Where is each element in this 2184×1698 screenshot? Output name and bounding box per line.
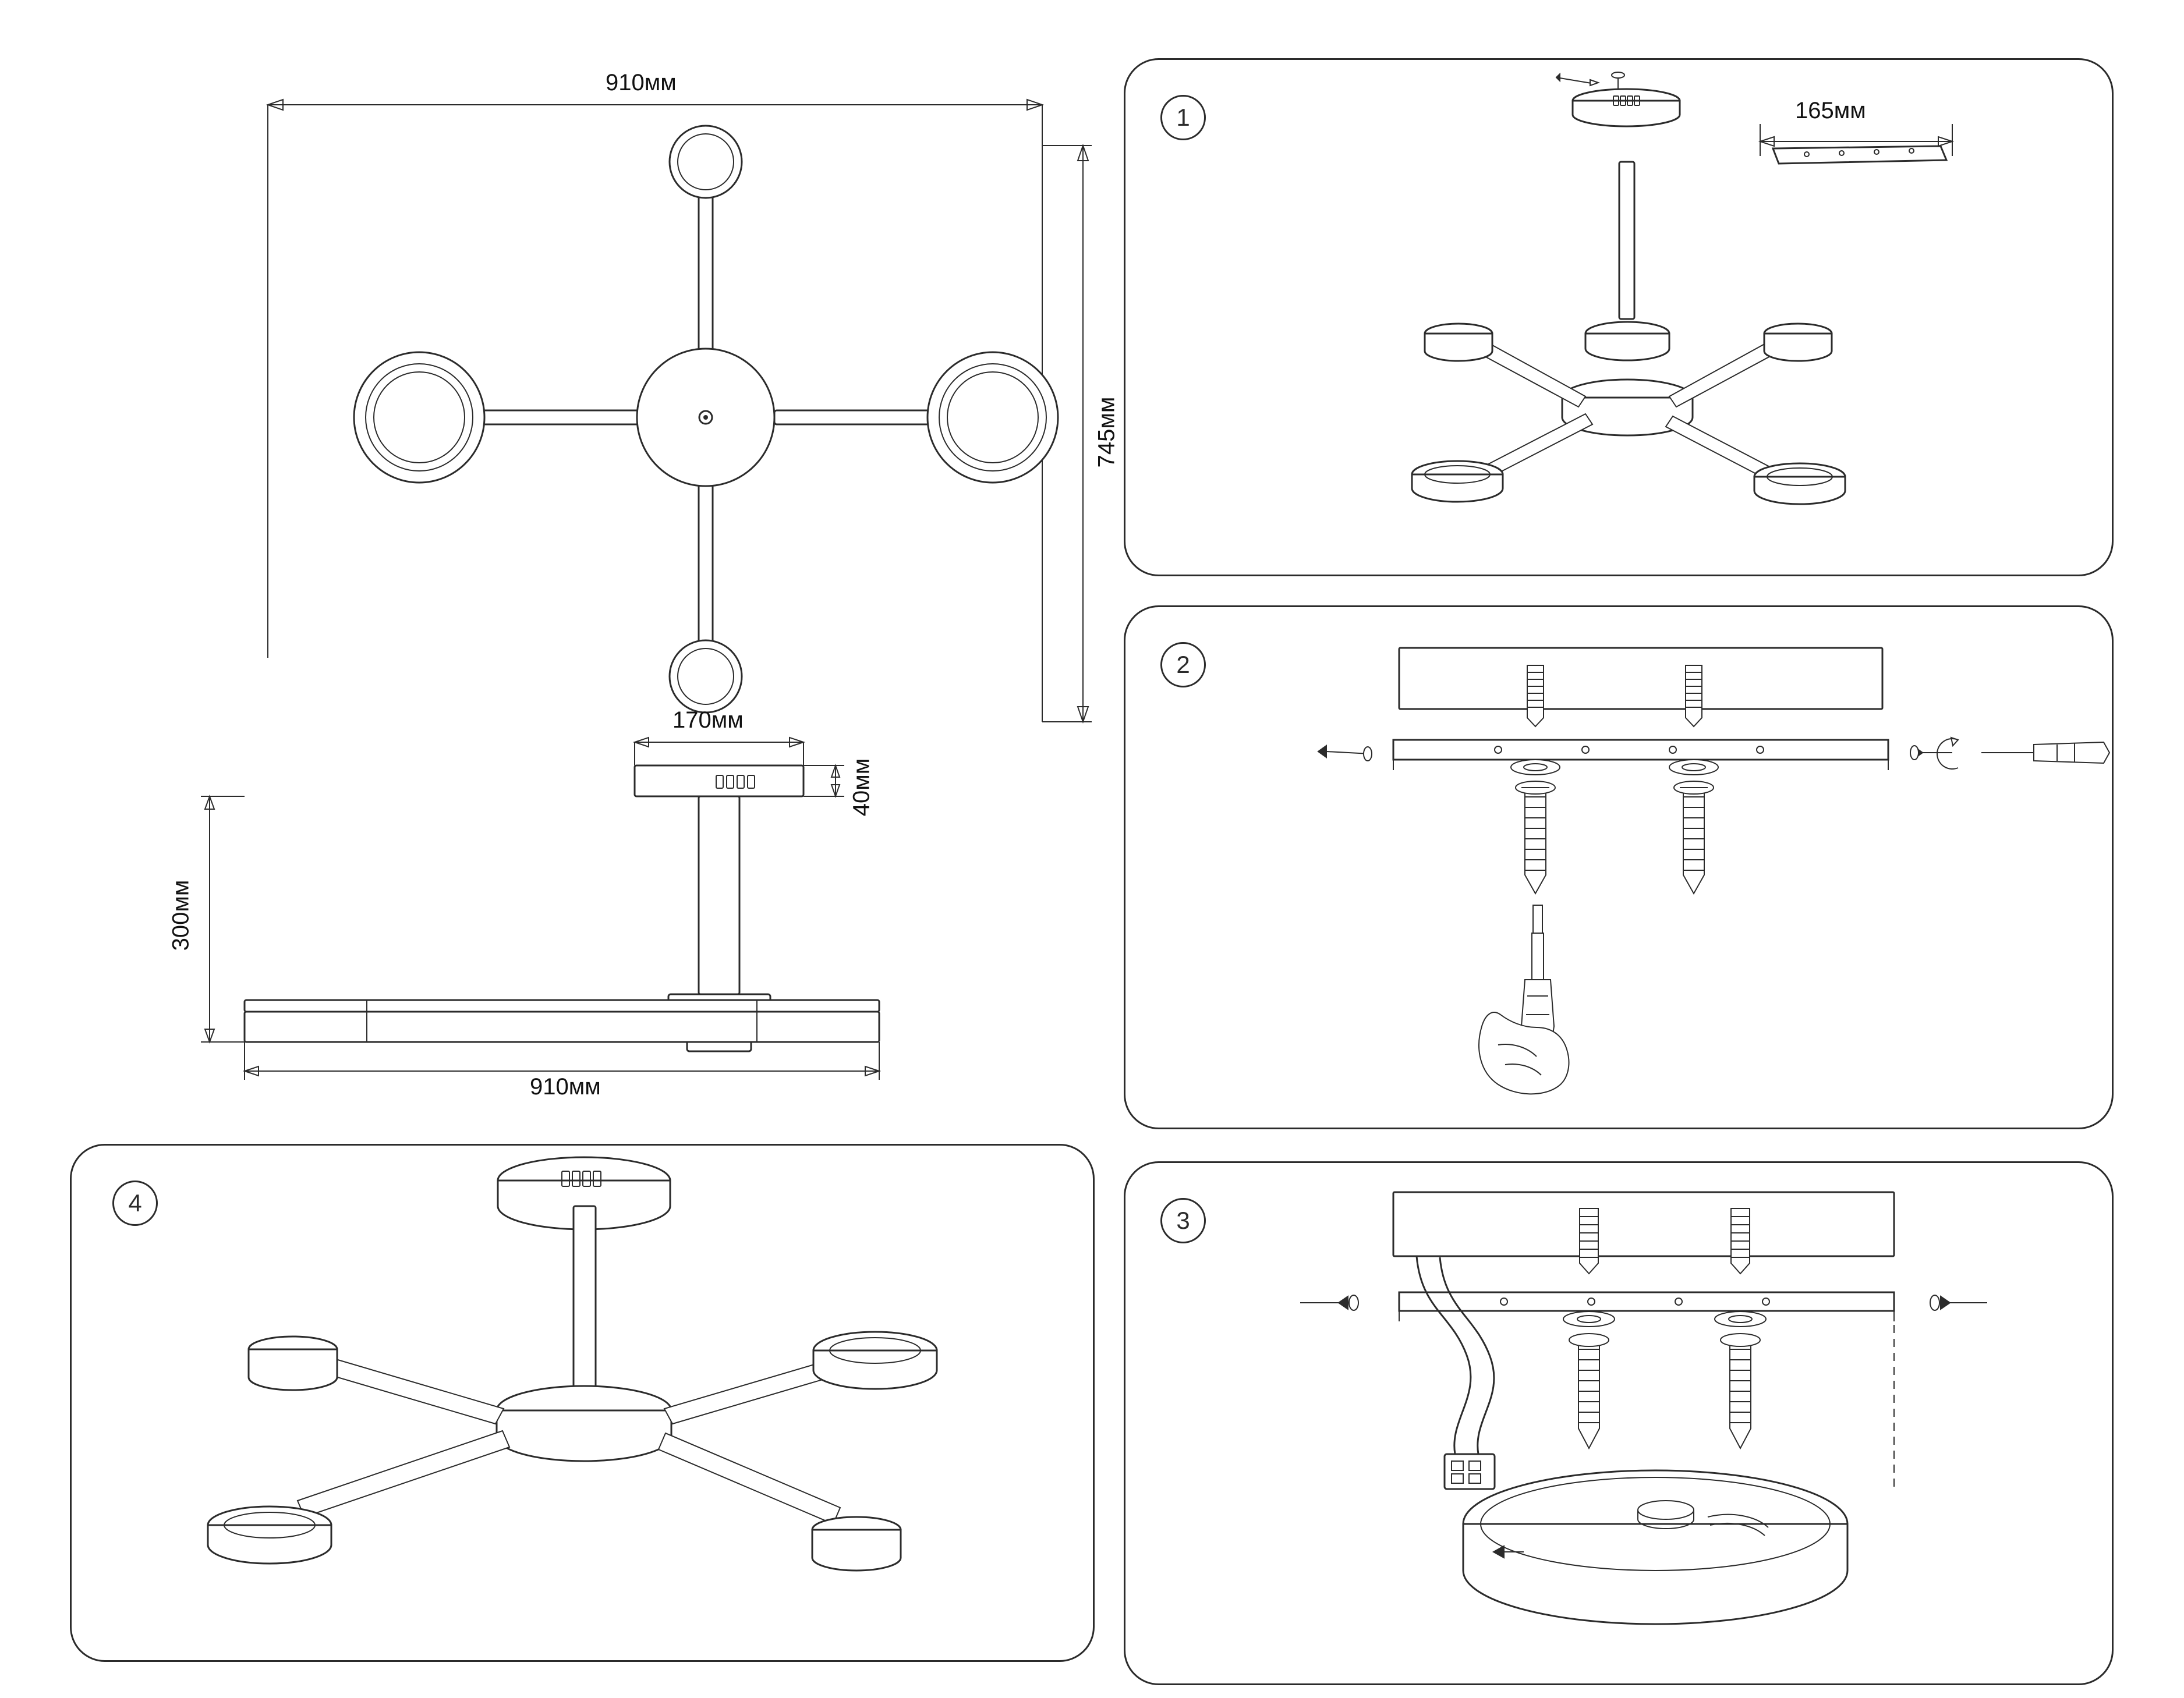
top-view-height-label: 745мм xyxy=(1093,396,1120,468)
step-1-dimension-label: 165мм xyxy=(1795,98,1866,123)
step-4-panel xyxy=(70,1144,1095,1662)
side-view-span-label: 910мм xyxy=(530,1074,601,1100)
step-1-number: 1 xyxy=(1176,104,1190,131)
side-view-canopy-width-label: 170мм xyxy=(672,707,744,733)
step-2-panel xyxy=(1124,605,2114,1129)
top-view-width-label: 910мм xyxy=(606,70,677,95)
step-1-panel xyxy=(1124,58,2114,576)
step-3-number: 3 xyxy=(1176,1207,1190,1234)
side-view-canopy-height-label: 40мм xyxy=(848,758,875,817)
top-view-drawing xyxy=(175,47,1130,704)
side-view-drawing xyxy=(168,707,990,1100)
step-2-number: 2 xyxy=(1176,651,1190,678)
side-view-drop-height-label: 300мм xyxy=(168,880,194,951)
step-3-panel xyxy=(1124,1161,2114,1685)
step-4-number: 4 xyxy=(128,1189,142,1217)
